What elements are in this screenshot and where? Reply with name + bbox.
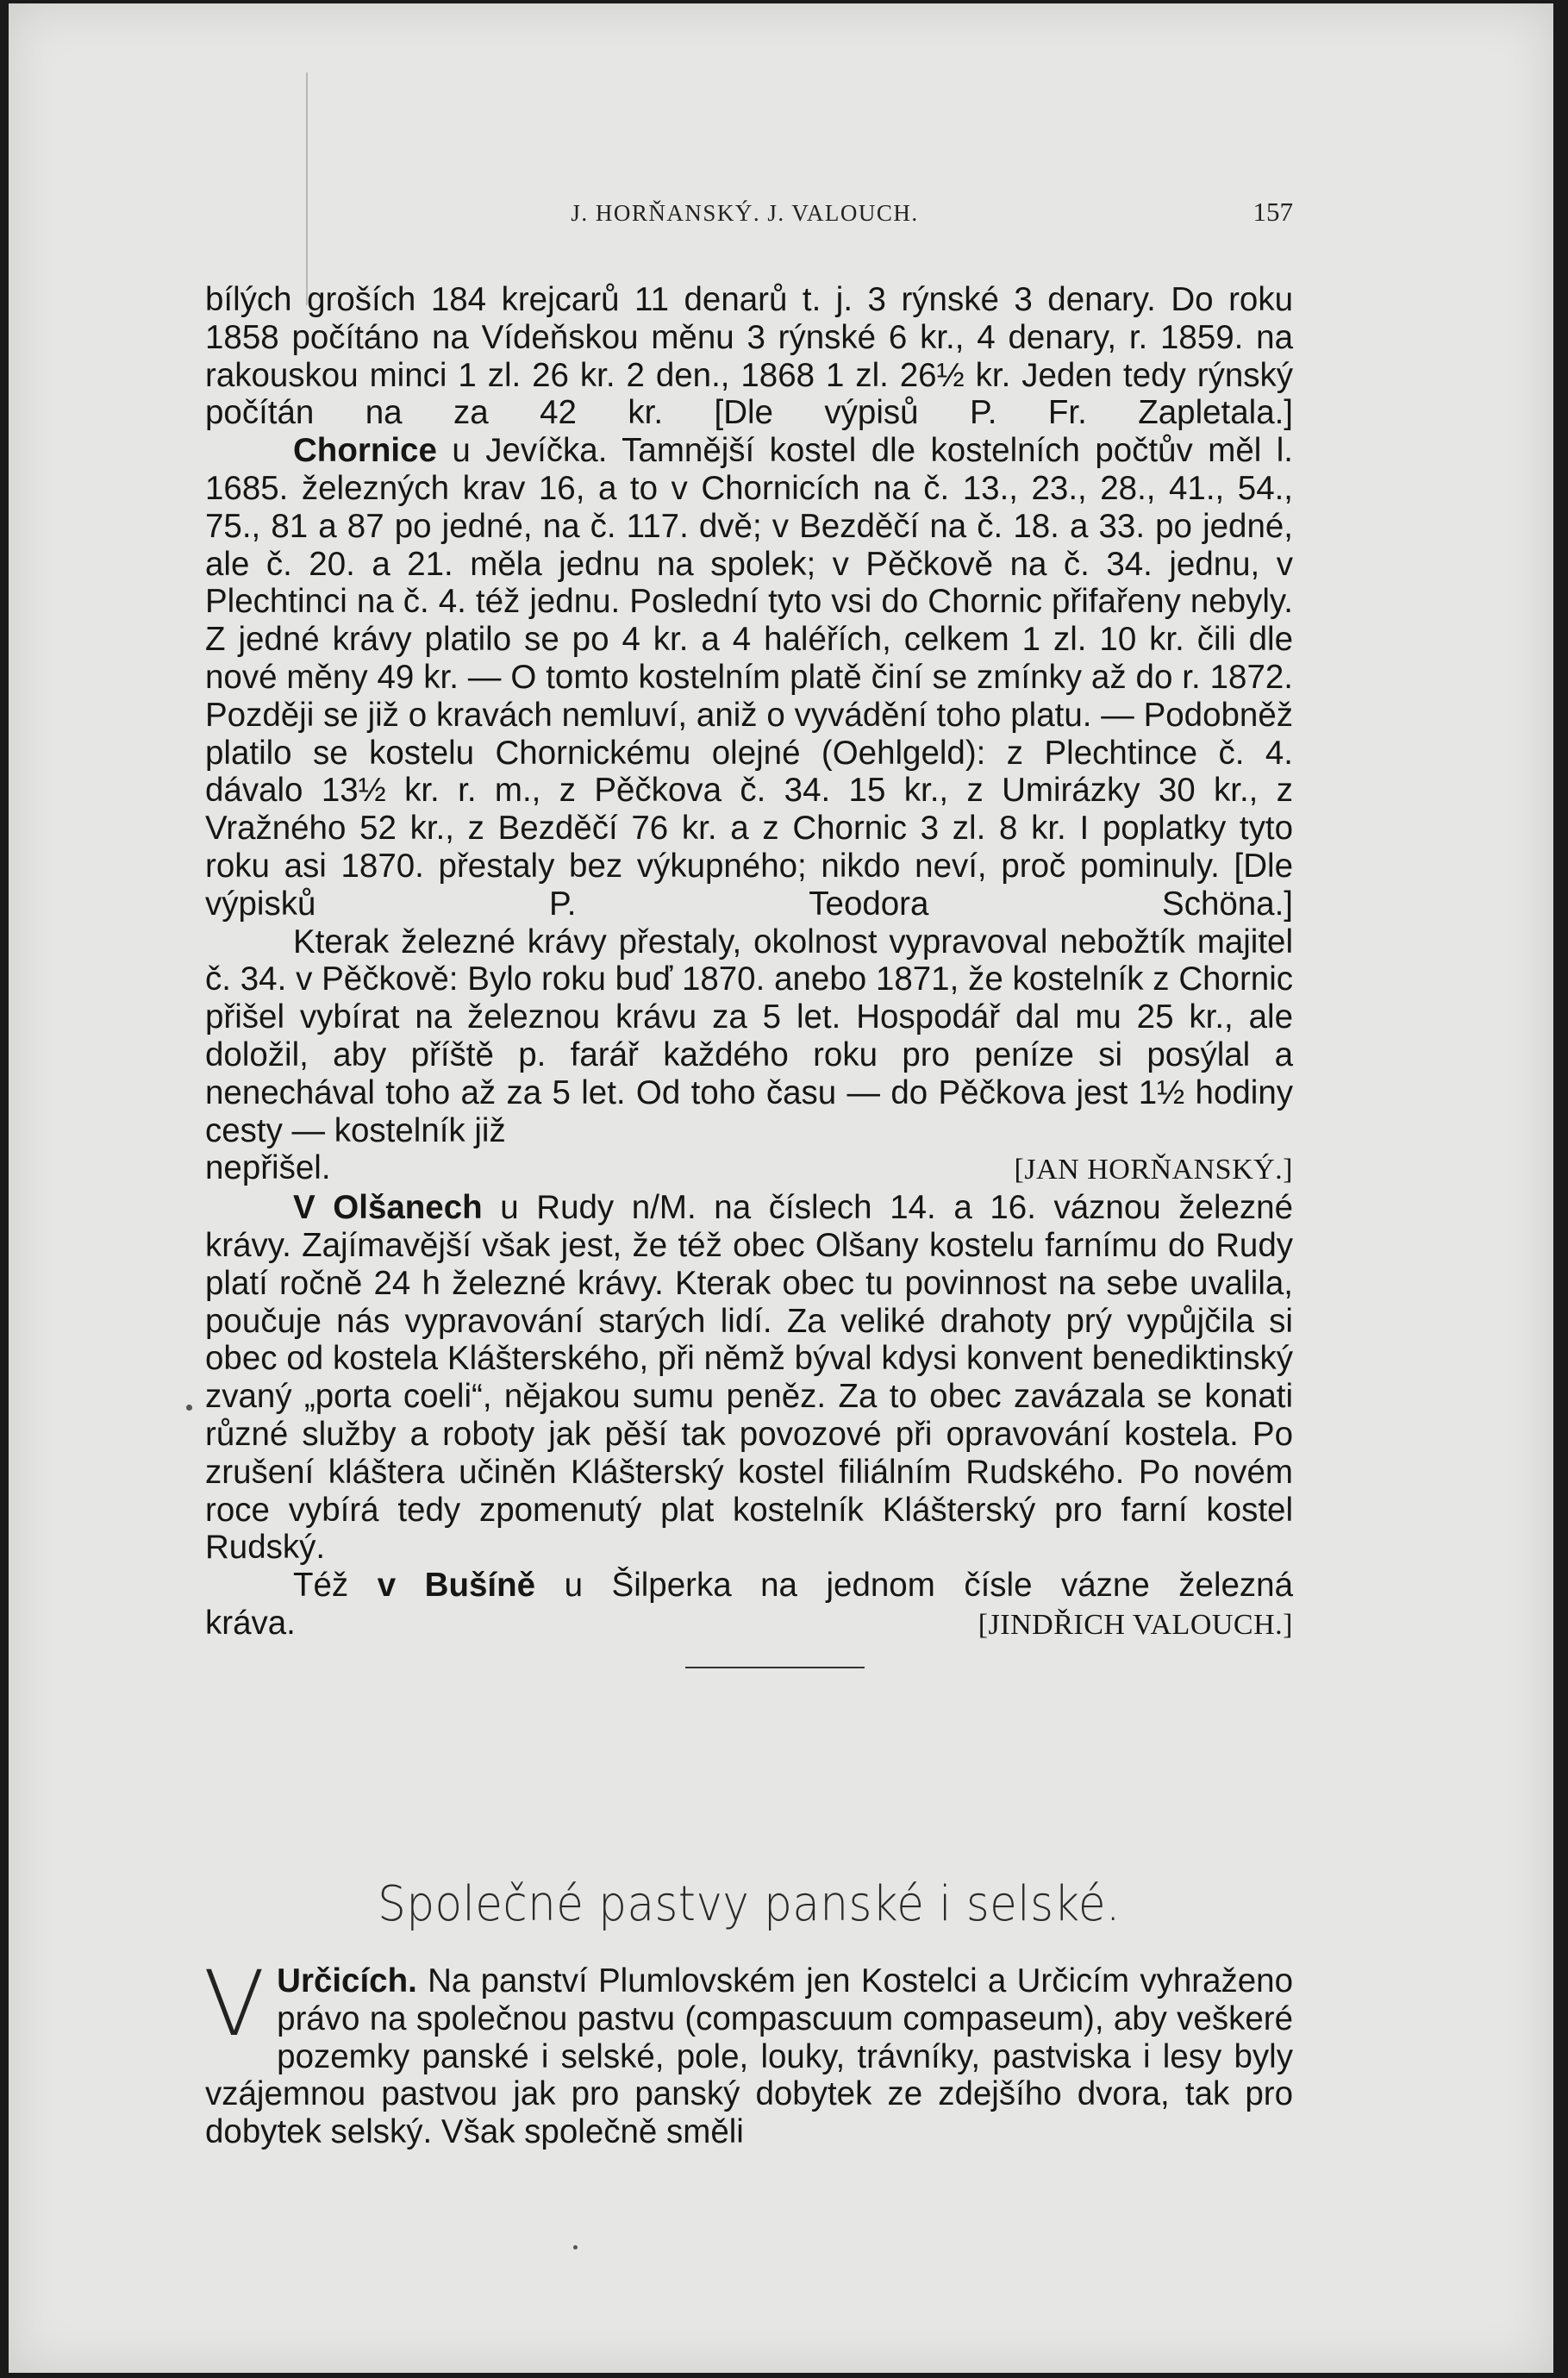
paragraph-olsany	[205, 1189, 1293, 1567]
paragraph-chornice	[205, 432, 1293, 923]
paragraph-chornice-text: u Jevíčka. Tamnější kostel dle kostelních počtův měl l. 1685. železných krav 16, a to v Chornicích na č. 13., 23., 28., 41., 54., 75., 81 a 87 po jedné, na č. 117. dvě; v Bezděčí na č. 18. a 33. po jedné, ale č. 20. a 21. měla jednu na spolek; v Pěčkově na č. 34. jednu, v Plechtinci na č. 4. též jednu. Poslední tyto vsi do Chornic přifařeny nebyly. Z jedné krávy platilo se po 4 kr. a 4 haléřích, celkem 1 zl. 10 kr. čili dle nové měny 49 kr. — O tomto kostelním platě činí se zmínky až do r. 1872. Později se již o kravách nemluví, aniž o vyvádění toho platu. — Podobněž platilo se kostelu Chornickému olejné (Oehlgeld): z Plechtince č. 4. dávalo 13½ kr. r. m., z Pěčkova č. 34. 15 kr., z Umirázky 30 kr., z Vražného 52 kr., z Bezděčí 76 kr. a z Chornic 3 zl. 8 kr. I poplatky tyto roku asi 1870. přestaly bez výkupného; nikdo neví, proč pominuly. [Dle výpisků P. Teodora Schöna.]	[205, 432, 1293, 923]
paragraph-busin-end: kráva.	[205, 1604, 296, 1642]
place-olsany: V Olšanech	[293, 1189, 483, 1227]
paragraph-busin-text: u Šilperka na jednom čísle vázne železná	[535, 1567, 1293, 1605]
section-paragraph-text: Na panství Plumlovském jen Kostelci a Určicím vyhraženo právo na společnou pastvu (compascuum compaseum), aby veškeré pozemky panské i selské, pole, louky, trávníky, pastviska i lesy byly vzájemnou pastvou jak pro panský dobytek ze zdejšího dvora, tak pro dobytek selský. Však společně směli	[205, 1962, 1293, 2151]
section-body	[203, 1951, 1293, 2151]
page-header	[197, 195, 1293, 233]
paragraph-olsany-text: u Rudy n/M. na číslech 14. a 16. váznou železné krávy. Zajímavější však jest, že též obec Olšany kostelu farnímu do Rudy platí ročně 24 h železné krávy. Kterak obec tu povinnost na sebe uvalila, poučuje nás vypravování starých lidí. Za veliké drahoty prý vypůjčila si obec od kostela Klášterského, při němž býval kdysi konvent benediktinský zvaný „porta coeli“, nějakou sumu peněz. Za to obec zavázala se konati různé služby a roboty jak pěší tak povozové při opravování kostela. Po zrušení kláštera učiněn Klášterský kostel filiálním Rudského. Po novém roce vybírá tedy zpomenutý plat kostelník Klášterský pro farní kostel Rudský.	[205, 1189, 1293, 1567]
section-title: Společné pastvy panské i selské.	[378, 1876, 1121, 1932]
paragraph-iron-cows: Kterak železné krávy přestaly, okolnost vypravoval nebožtík majitel č. 34. v Pěčkově: Bylo roku buď 1870. anebo 1871, že kostelník z Chornic přišel vybírat na železnou krávu za 5 let. Hospodář dal mu 25 kr., ale doložil, aby příště p. farář každého roku pro peníze si posýlal a nenechával toho až za 5 let. Od toho času — do Pěčkova jest 1½ hodiny cesty — kostelník již	[205, 923, 1293, 1149]
paragraph-1: bílých groších 184 krejcarů 11 denarů t. j. 3 rýnské 3 denary. Do roku 1858 počítáno na Vídeňskou měnu 3 rýnské 6 kr., 4 denary, r. 1859. na rakouskou minci 1 zl. 26 kr. 2 den., 1868 1 zl. 26½ kr. Jeden tedy rýnský počítán na za 42 kr. [Dle výpisů P. Fr. Zapletala.]	[205, 281, 1293, 432]
print-speck	[186, 1405, 192, 1411]
page-number: 157	[1253, 197, 1293, 227]
drop-cap: V	[203, 1951, 265, 2056]
signature-line-1	[205, 1149, 1293, 1189]
running-head: J. HORŇANSKÝ. J. VALOUCH.	[571, 200, 919, 226]
paragraph-iron-cows-end: nepřišel.	[205, 1149, 331, 1187]
place-chornice: Chornice	[293, 432, 437, 470]
place-busin: v Bušíně	[377, 1567, 536, 1605]
section-paragraph	[203, 1951, 1293, 2151]
print-speck	[573, 2245, 578, 2250]
main-text-column	[205, 281, 1293, 1668]
paragraph-busin-pre: Též	[293, 1567, 378, 1605]
paragraph-busin	[205, 1567, 1293, 1605]
section-divider-rule	[685, 1667, 865, 1668]
place-urcice: Určicích.	[277, 1962, 417, 1999]
signature-valouch: [JINDŘICH VALOUCH.]	[978, 1608, 1293, 1641]
scanned-page	[9, 3, 1553, 2373]
signature-horansky: [JAN HORŇANSKÝ.]	[1014, 1154, 1293, 1186]
gutter-line	[306, 72, 308, 305]
signature-line-2	[205, 1605, 1293, 1644]
